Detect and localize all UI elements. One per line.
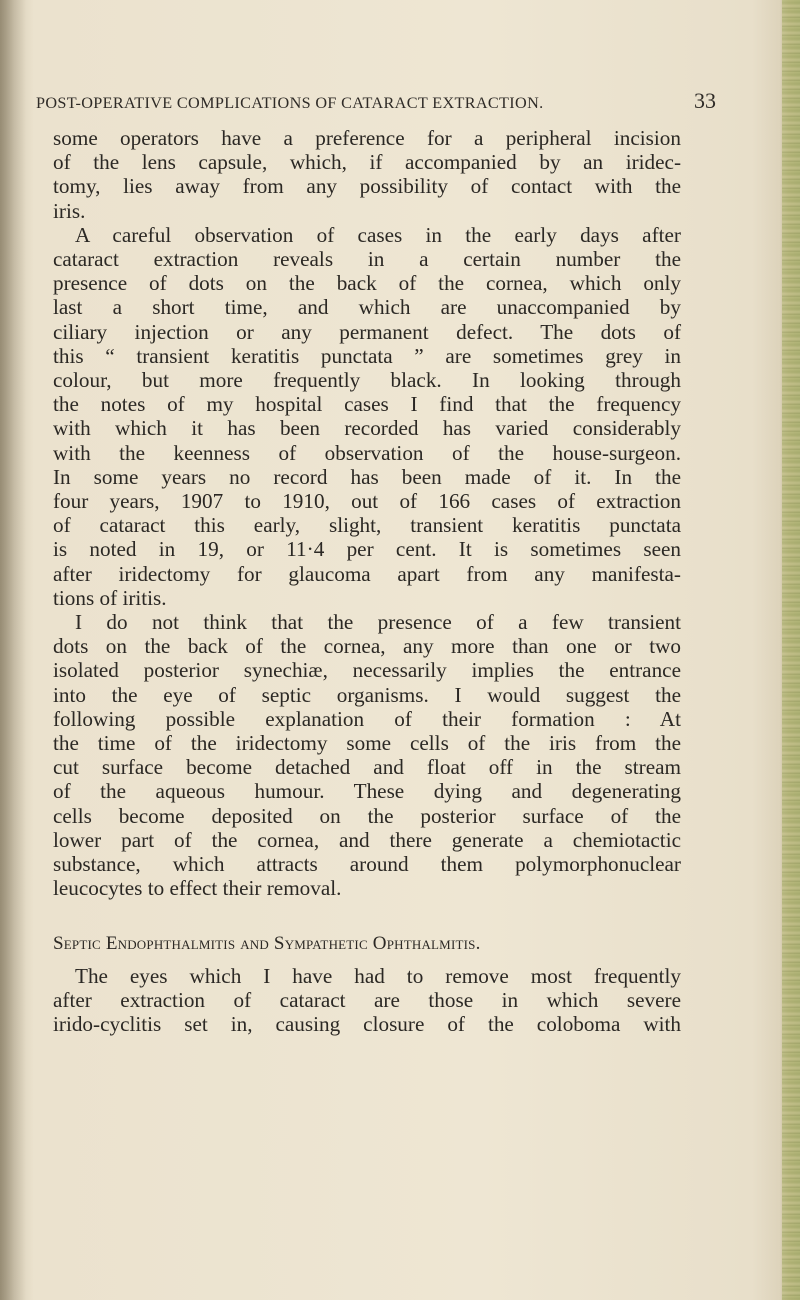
text-line: this “ transient keratitis punctata ” are sometimes grey in bbox=[53, 343, 681, 368]
page-edge bbox=[782, 0, 800, 1300]
text-line: A careful observation of cases in the early days after bbox=[75, 222, 681, 247]
paragraph-2 bbox=[53, 223, 681, 610]
text-line: of the aqueous humour. These dying and degenerating bbox=[53, 779, 681, 804]
text-line: the time of the iridectomy some cells of the iris from the bbox=[53, 731, 681, 756]
text-line: dots on the back of the cornea, any more than one or two bbox=[53, 634, 681, 659]
text-line: ciliary injection or any permanent defect. The dots of bbox=[53, 319, 681, 344]
text-line: last a short time, and which are unaccompanied by bbox=[53, 295, 681, 320]
text-line: with which it has been recorded has varied considerably bbox=[53, 416, 681, 441]
paragraph-3 bbox=[53, 610, 681, 900]
text-line: after iridectomy for glaucoma apart from any manifesta- bbox=[53, 561, 681, 586]
paragraph-4 bbox=[53, 964, 681, 1037]
text-line: tomy, lies away from any possibility of contact with the bbox=[53, 174, 681, 199]
page-number: 33 bbox=[694, 88, 716, 113]
text-line: leucocytes to effect their removal. bbox=[53, 876, 342, 901]
binding-shadow bbox=[0, 0, 26, 1300]
text-line: is noted in 19, or 11·4 per cent. It is sometimes seen bbox=[53, 537, 681, 562]
text-line: isolated posterior synechiæ, necessarily implies the entrance bbox=[53, 658, 681, 683]
body-text bbox=[53, 126, 681, 1036]
text-line: following possible explanation of their formation : At bbox=[53, 706, 681, 731]
text-line: substance, which attracts around them polymorphonuclear bbox=[53, 852, 681, 877]
text-line: of the lens capsule, which, if accompanied by an iridec- bbox=[53, 150, 681, 175]
text-line: after extraction of cataract are those in which severe bbox=[53, 987, 681, 1012]
text-line: with the keenness of observation of the house-surgeon. bbox=[53, 440, 681, 465]
text-line: I do not think that the presence of a few transient bbox=[75, 610, 681, 635]
text-line: cut surface become detached and float off in the stream bbox=[53, 755, 681, 780]
text-line: tions of iritis. bbox=[53, 585, 167, 610]
paragraph-1 bbox=[53, 126, 681, 223]
text-line: In some years no record has been made of it. In the bbox=[53, 464, 681, 489]
text-line: irido-cyclitis set in, causing closure of the coloboma with bbox=[53, 1012, 681, 1037]
text-line: The eyes which I have had to remove most frequently bbox=[75, 963, 681, 988]
text-line: the notes of my hospital cases I find that the frequency bbox=[53, 392, 681, 417]
text-line: some operators have a preference for a peripheral incision bbox=[53, 126, 681, 150]
header-title: POST-OPERATIVE COMPLICATIONS OF CATARACT EXTRACTION. bbox=[36, 94, 544, 112]
text-line: iris. bbox=[53, 198, 86, 223]
text-line: into the eye of septic organisms. I would suggest the bbox=[53, 682, 681, 707]
running-header bbox=[36, 88, 716, 114]
text-line: cataract extraction reveals in a certain number the bbox=[53, 247, 681, 272]
text-line: cells become deposited on the posterior surface of the bbox=[53, 803, 681, 828]
text-line: four years, 1907 to 1910, out of 166 cases of extraction bbox=[53, 489, 681, 514]
section-heading: Septic Endophthalmitis and Sympathetic Ophthalmitis. bbox=[53, 932, 481, 954]
text-line: of cataract this early, slight, transient keratitis punctata bbox=[53, 513, 681, 538]
text-line: lower part of the cornea, and there generate a chemiotactic bbox=[53, 827, 681, 852]
text-line: presence of dots on the back of the cornea, which only bbox=[53, 271, 681, 296]
text-line: colour, but more frequently black. In looking through bbox=[53, 368, 681, 393]
